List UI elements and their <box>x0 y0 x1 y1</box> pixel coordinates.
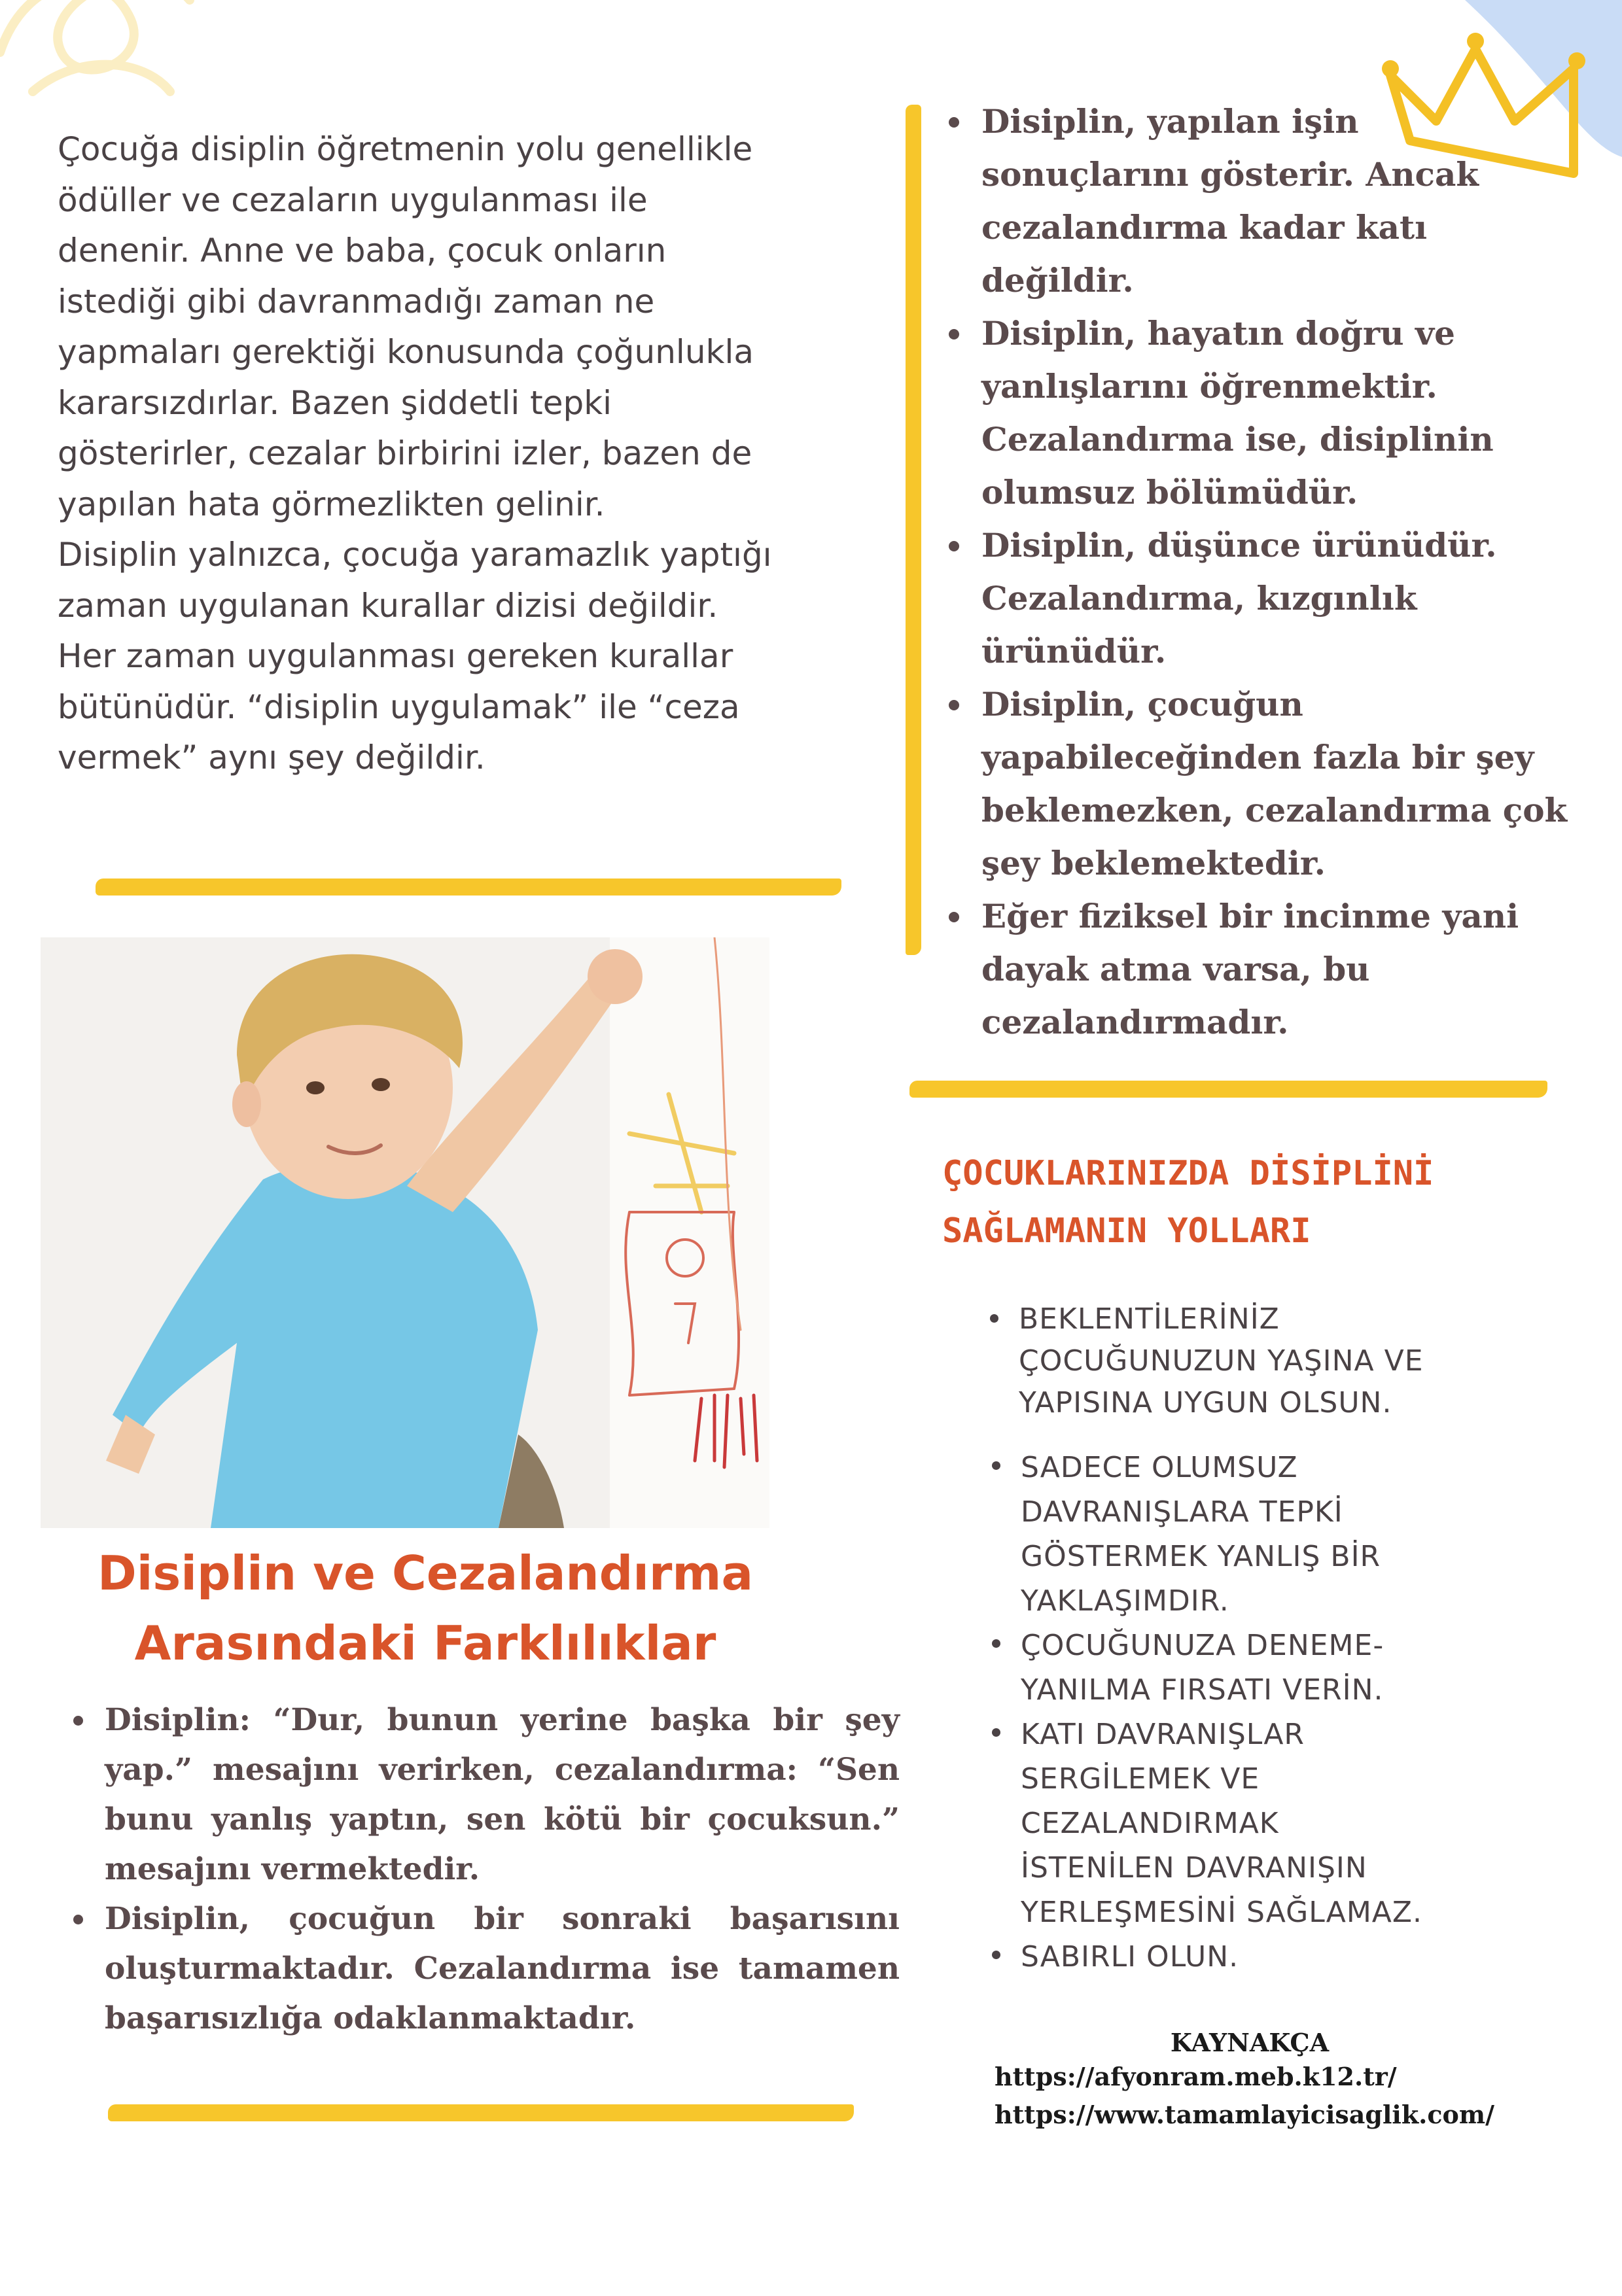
tip-line: YAPISINA UYGUN OLSUN. <box>1019 1386 1392 1419</box>
tip-line: SABIRLI OLUN. <box>1021 1940 1239 1974</box>
list-item: Eğer fiziksel bir incinme yani dayak atma varsa, bu cezalandırmadır. <box>981 890 1570 1049</box>
tips-list-first <box>985 1298 1521 1424</box>
source-link[interactable]: https://www.tamamlayicisaglik.com/ <box>995 2100 1494 2129</box>
swirl-decoration <box>0 0 249 118</box>
tip-item <box>987 1713 1523 1935</box>
ways-heading: ÇOCUKLARINIZDA DİSİPLİNİ SAĞLAMANIN YOLLARI <box>942 1154 1434 1251</box>
divider-stroke-right-mid <box>909 1081 1547 1098</box>
tip-line: SERGİLEMEK VE <box>1021 1762 1260 1796</box>
tip-item <box>987 1624 1523 1713</box>
source-link[interactable]: https://afyonram.meb.k12.tr/ <box>995 2062 1397 2091</box>
section-title <box>39 1539 811 1679</box>
list-item: Disiplin, yapılan işin sonuçlarını gösterir. Ancak cezalandırma kadar katı değildir. <box>981 95 1570 307</box>
list-item: Disiplin: “Dur, bunun yerine başka bir şey yap.” mesajını verirken, cezalandırma: “Sen bunu yanlış yaptın, sen kötü bir çocuksun.” mesajını vermektedir. <box>105 1696 900 1894</box>
section-title-line2: Arasındaki Farklılıklar <box>134 1616 716 1671</box>
tip-item <box>987 1446 1523 1624</box>
tips-list <box>987 1446 1523 1979</box>
tip-line: YAKLAŞIMDIR. <box>1021 1584 1229 1618</box>
child-drawing-photo <box>41 937 769 1528</box>
discipline-vs-punishment-list <box>942 95 1570 1049</box>
divider-stroke-left-bottom <box>108 2104 854 2121</box>
tip-line: İSTENİLEN DAVRANIŞIN <box>1021 1851 1367 1885</box>
tip-line: YERLEŞMESİNİ SAĞLAMAZ. <box>1021 1896 1423 1929</box>
list-item: Disiplin, hayatın doğru ve yanlışlarını öğrenmektir. Cezalandırma ise, disiplinin olumsuz bölümüdür. <box>981 307 1570 519</box>
list-item: Disiplin, çocuğun yapabileceğinden fazla bir şey beklemezken, cezalandırma çok şey beklemektedir. <box>981 678 1570 890</box>
tip-item <box>987 1935 1523 1979</box>
intro-paragraph: Çocuğa disiplin öğretmenin yolu genellikle ödüller ve cezaların uygulanması ile denenir. Anne ve baba, çocuk onların istediği gibi davranmadığı zaman ne yapmaları gerektiği konusunda çoğunlukla kararsızdırlar. Bazen şiddetli tepki gösterirler, cezalar birbirini izler, bazen de yapılan hata görmezlikten gelinir. Disiplin yalnızca, çocuğa yaramazlık yaptığı zaman uygulanan kurallar dizisi değildir. Her zaman uygulanması gereken kurallar bütünüdür. “disiplin uygulamak” ile “ceza vermek” aynı şey değildir. <box>58 130 772 776</box>
tip-item <box>985 1298 1521 1424</box>
divider-stroke-left-top <box>96 878 841 896</box>
tip-line: DAVRANIŞLARA TEPKİ <box>1021 1495 1343 1529</box>
tip-line: GÖSTERMEK YANLIŞ BİR <box>1021 1540 1381 1573</box>
sources-title: KAYNAKÇA <box>1170 2028 1330 2057</box>
tip-line: ÇOCUĞUNUZA DENEME- <box>1021 1629 1384 1662</box>
section-title-line1: Disiplin ve Cezalandırma <box>97 1546 754 1601</box>
tip-line: SADECE OLUMSUZ <box>1021 1451 1298 1484</box>
tip-line: ÇOCUĞUNUZUN YAŞINA VE <box>1019 1344 1424 1378</box>
tip-line: CEZALANDIRMAK <box>1021 1807 1279 1840</box>
divider-stroke-vertical <box>906 105 921 955</box>
differences-list <box>65 1696 900 2044</box>
tip-line: KATI DAVRANIŞLAR <box>1021 1718 1305 1751</box>
tip-line: YANILMA FIRSATI VERİN. <box>1021 1673 1384 1707</box>
list-item: Disiplin, çocuğun bir sonraki başarısını oluşturmaktadır. Cezalandırma ise tamamen başarısızlığa odaklanmaktadır. <box>105 1894 900 2044</box>
list-item: Disiplin, düşünce ürünüdür. Cezalandırma, kızgınlık ürünüdür. <box>981 519 1570 678</box>
tip-line: BEKLENTİLERİNİZ <box>1019 1302 1280 1336</box>
